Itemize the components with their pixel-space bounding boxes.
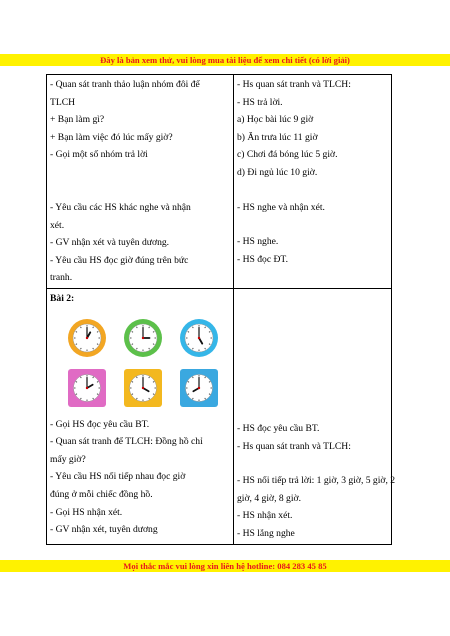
text-line: - HS đọc yêu cầu BT. — [237, 422, 320, 434]
text-line: b) Ăn trưa lúc 11 giờ — [237, 131, 318, 143]
hotline-banner — [0, 560, 450, 572]
text-line: xét. — [50, 219, 65, 231]
text-line: - Quan sát tranh thảo luận nhóm đôi để — [50, 79, 200, 90]
text-line: đúng ở mỗi chiếc đồng hồ. — [50, 488, 153, 500]
text-line: TLCH — [50, 96, 76, 108]
text-line: + Bạn làm việc đó lúc mấy giờ? — [50, 131, 173, 143]
text-line: - Quan sát tranh để TLCH: Đồng hồ chỉ — [50, 436, 203, 448]
text-line: giờ, 4 giờ, 8 giờ. — [237, 492, 301, 504]
text-line: - GV nhận xét và tuyên dương. — [50, 237, 170, 249]
hotline-text: Mọi thắc mắc vui lòng xin liên hệ hotline: 084 283 45 85 — [123, 561, 327, 571]
square-clock-icon — [123, 368, 163, 408]
text-line: - HS nối tiếp trả lời: 1 giờ, 3 giờ, 5 giờ, 2 — [237, 475, 396, 487]
text-line: - HS nghe và nhận xét. — [237, 201, 325, 213]
lesson-plan-table — [46, 74, 396, 545]
text-line: - HS nhận xét. — [237, 510, 293, 522]
text-line: c) Chơi đá bóng lúc 5 giờ. — [237, 149, 338, 161]
text-line: - HS nghe. — [237, 236, 279, 248]
text-line: - Hs quan sát tranh và TLCH: — [237, 440, 351, 452]
square-clock-icon — [179, 368, 219, 408]
preview-notice-banner — [0, 54, 450, 66]
text-line: - Yêu cầu HS đọc giờ đúng trên bức — [50, 254, 189, 266]
text-line: - GV nhận xét, tuyên dương — [50, 524, 158, 536]
text-line: - HS đọc ĐT. — [237, 253, 288, 265]
square-clock-icon — [67, 368, 107, 408]
clock-images — [50, 308, 230, 416]
text-line: - Yêu cầu HS nối tiếp nhau đọc giờ — [50, 471, 186, 483]
text-line: - Gọi HS nhận xét. — [50, 506, 123, 518]
text-line: + Bạn làm gì? — [50, 114, 105, 126]
text-line: - Hs quan sát tranh và TLCH: — [237, 79, 351, 90]
teacher-activities-cell — [47, 288, 234, 544]
student-activities-cell — [234, 288, 396, 544]
text-line: - Gọi HS đọc yêu cầu BT. — [50, 418, 150, 430]
text-line: - HS trả lời. — [237, 96, 283, 108]
student-activities-cell — [234, 75, 392, 289]
round-clock-icon — [123, 318, 163, 358]
text-line: d) Đi ngủ lúc 10 giờ. — [237, 166, 318, 178]
text-line: tranh. — [50, 272, 73, 284]
teacher-activities-cell — [47, 75, 234, 289]
preview-notice-text: Đây là bản xem thử, vui lòng mua tài liệu để xem chi tiết (có lời giải) — [100, 55, 350, 65]
table-row — [47, 75, 392, 289]
round-clock-icon — [179, 318, 219, 358]
round-clock-icon — [67, 318, 107, 358]
text-line: - HS lắng nghe — [237, 527, 295, 539]
table-row — [47, 288, 392, 544]
exercise-title: Bài 2: — [50, 292, 75, 304]
text-line: - Gọi một số nhóm trả lời — [50, 149, 148, 161]
text-line: a) Học bài lúc 9 giờ — [237, 114, 314, 126]
text-line: - Yêu cầu các HS khác nghe và nhận — [50, 201, 191, 213]
text-line: mấy giờ? — [50, 453, 86, 465]
